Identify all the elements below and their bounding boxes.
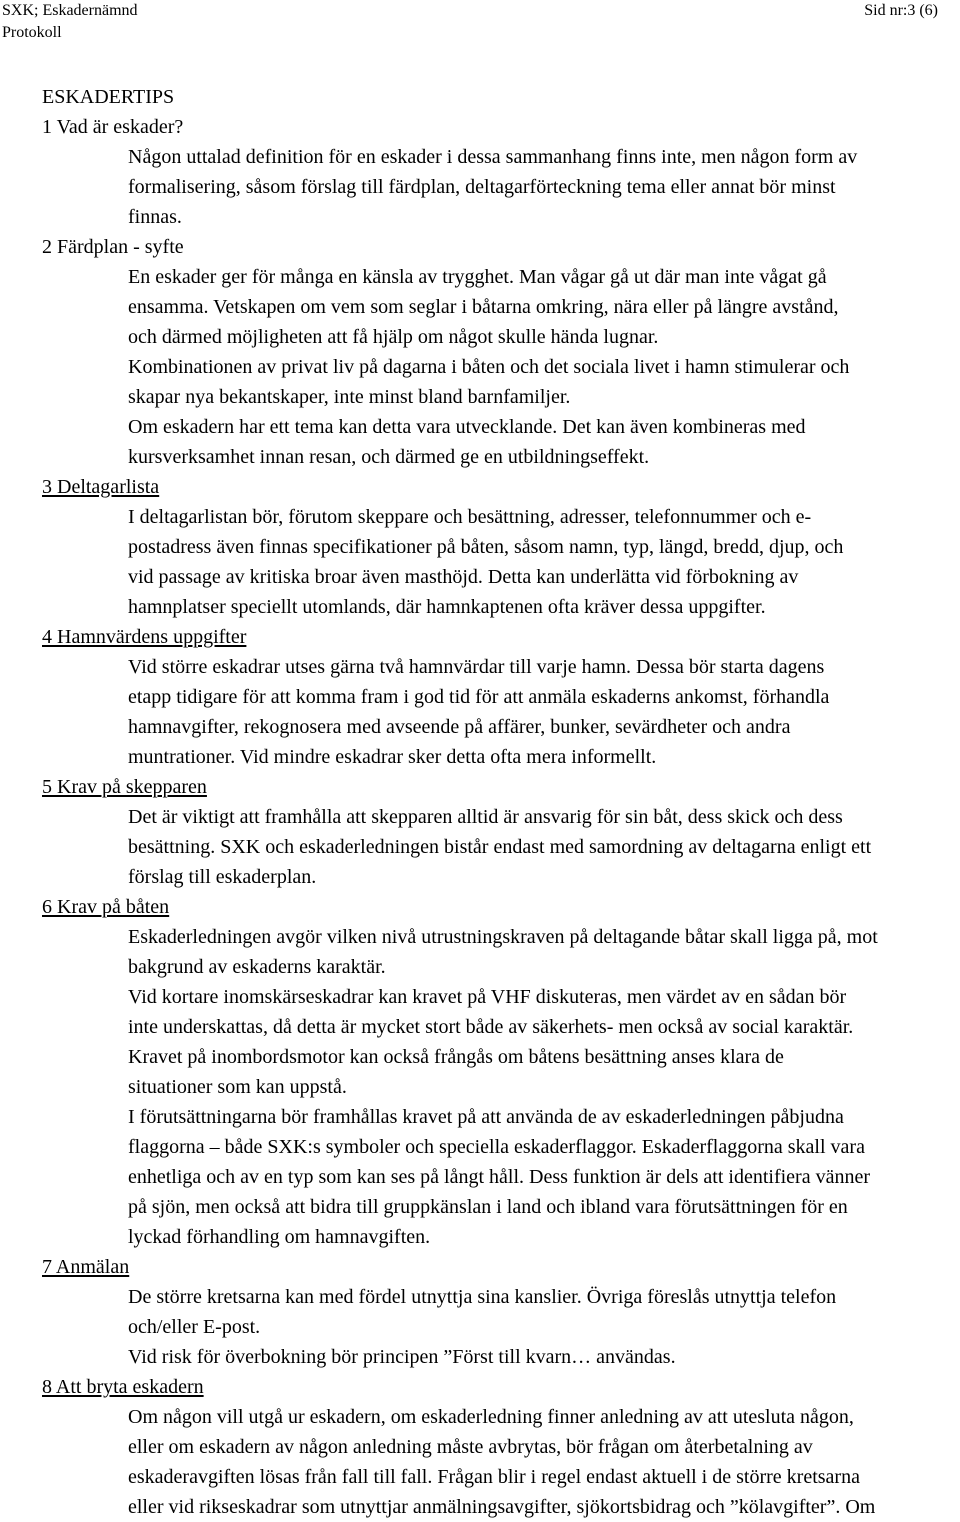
section-body xyxy=(128,262,957,472)
text-line: eller vid rikseskadrar som utnyttjar anmälningsavgifter, sjökortsbidrag och ”kölavgifter”. Om xyxy=(128,1496,876,1518)
text-line: etapp tidigare för att komma fram i god tid för att anmäla eskaderns ankomst, förhandla xyxy=(128,686,830,708)
text-line: situationer som kan uppstå. xyxy=(128,1076,347,1098)
doc-reference: SXK; Eskadernämnd xyxy=(2,2,138,19)
text-line: Kravet på inombordsmotor kan också frångås om båtens besättning anses klara de xyxy=(128,1046,784,1068)
document-title: ESKADERTIPS xyxy=(42,86,175,108)
text-line: Det är viktigt att framhålla att skepparen alltid är ansvarig för sin båt, dess skick och dess xyxy=(128,806,843,828)
text-line: skapar nya bekantskaper, inte minst bland barnfamiljer. xyxy=(128,386,571,408)
text-line: Vid större eskadrar utses gärna två hamnvärdar till varje hamn. Dessa bör starta dagens xyxy=(128,656,825,678)
text-line: postadress även finnas specifikationer på båten, såsom namn, typ, längd, bredd, djup, och xyxy=(128,536,844,558)
section-body xyxy=(128,1282,957,1372)
section-heading: 4 Hamnvärdens uppgifter xyxy=(42,626,247,648)
section-heading: 6 Krav på båten xyxy=(42,896,170,918)
text-line: Någon uttalad definition för en eskader i dessa sammanhang finns inte, men någon form av xyxy=(128,146,858,168)
text-line: lyckad förhandling om hamnavgiften. xyxy=(128,1226,431,1248)
page-number: Sid nr:3 (6) xyxy=(864,2,938,19)
section-heading: 5 Krav på skepparen xyxy=(42,776,207,798)
text-line: I förutsättningarna bör framhållas kravet på att använda de av eskaderledningen påbjudna xyxy=(128,1106,844,1128)
section-heading: 8 Att bryta eskadern xyxy=(42,1376,204,1398)
text-line: och/eller E-post. xyxy=(128,1316,261,1338)
text-line: Om eskadern har ett tema kan detta vara utvecklande. Det kan även kombineras med xyxy=(128,416,806,438)
section-4 xyxy=(42,622,957,772)
section-1 xyxy=(42,112,957,232)
section-2 xyxy=(42,232,957,472)
text-line: I deltagarlistan bör, förutom skeppare och besättning, adresser, telefonnummer och e- xyxy=(128,506,812,528)
section-heading: 3 Deltagarlista xyxy=(42,476,160,498)
text-line: flaggorna – både SXK:s symboler och speciella eskaderflaggor. Eskaderflaggorna skall vara xyxy=(128,1136,865,1158)
doc-type: Protokoll xyxy=(2,24,62,41)
text-line: Om någon vill utgå ur eskadern, om eskaderledning finner anledning av att utesluta någon, xyxy=(128,1406,854,1428)
section-body xyxy=(128,142,957,232)
text-line: kursverksamhet innan resan, och därmed ge en utbildningseffekt. xyxy=(128,446,650,468)
section-7 xyxy=(42,1252,957,1372)
section-5 xyxy=(42,772,957,892)
text-line: finnas. xyxy=(128,206,182,228)
text-line: inte underskattas, då detta är mycket stort både av säkerhets- men också av social karaktär. xyxy=(128,1016,854,1038)
text-line: vid passage av kritiska broar även masthöjd. Detta kan underlätta vid förbokning av xyxy=(128,566,799,588)
section-body xyxy=(128,502,957,622)
text-line: eskaderavgiften lösas från fall till fall. Frågan blir i regel endast aktuell i de större kretsarna xyxy=(128,1466,860,1488)
text-line: besättning. SXK och eskaderledningen bistår endast med samordning av deltagarna enligt ett xyxy=(128,836,872,858)
text-line: och därmed möjligheten att få hjälp om något skulle hända lugnar. xyxy=(128,326,659,348)
section-heading: 1 Vad är eskader? xyxy=(42,116,184,138)
section-heading: 2 Färdplan - syfte xyxy=(42,236,184,258)
text-line: muntrationer. Vid mindre eskadrar sker detta ofta mera informellt. xyxy=(128,746,657,768)
text-line: hamnavgifter, rekognosera med avseende på affärer, bunker, sevärdheter och andra xyxy=(128,716,791,738)
section-body xyxy=(128,652,957,772)
text-line: på sjön, men också att bidra till gruppkänslan i land och ibland vara förutsättningen för en xyxy=(128,1196,848,1218)
section-heading: 7 Anmälan xyxy=(42,1256,130,1278)
text-line: enhetliga och av en typ som kan ses på långt håll. Dess funktion är dels att identifiera vänner xyxy=(128,1166,871,1188)
section-8 xyxy=(42,1372,957,1522)
text-line: Eskaderledningen avgör vilken nivå utrustningskraven på deltagande båtar skall ligga på, mot xyxy=(128,926,878,948)
text-line: Vid kortare inomskärseskadrar kan kravet på VHF diskuteras, men värdet av en sådan bör xyxy=(128,986,847,1008)
section-body xyxy=(128,922,957,1252)
text-line: Kombinationen av privat liv på dagarna i båten och det sociala livet i hamn stimulerar och xyxy=(128,356,850,378)
section-body xyxy=(128,1402,957,1522)
text-line: formalisering, såsom förslag till färdplan, deltagarförteckning tema eller annat bör minst xyxy=(128,176,836,198)
section-6 xyxy=(42,892,957,1252)
section-body xyxy=(128,802,957,892)
text-line: De större kretsarna kan med fördel utnyttja sina kanslier. Övriga föreslås utnyttja telefon xyxy=(128,1286,837,1308)
text-line: En eskader ger för många en känsla av trygghet. Man vågar gå ut där man inte vågat gå xyxy=(128,266,827,288)
section-3 xyxy=(42,472,957,622)
text-line: ensamma. Vetskapen om vem som seglar i båtarna omkring, nära eller på längre avstånd, xyxy=(128,296,839,318)
text-line: hamnplatser speciellt utomlands, där hamnkaptenen ofta kräver dessa uppgifter. xyxy=(128,596,766,618)
text-line: eller om eskadern av någon anledning måste avbrytas, bör frågan om återbetalning av xyxy=(128,1436,813,1458)
text-line: Vid risk för överbokning bör principen ”Först till kvarn… användas. xyxy=(128,1346,676,1368)
text-line: förslag till eskaderplan. xyxy=(128,866,317,888)
text-line: bakgrund av eskaderns karaktär. xyxy=(128,956,386,978)
